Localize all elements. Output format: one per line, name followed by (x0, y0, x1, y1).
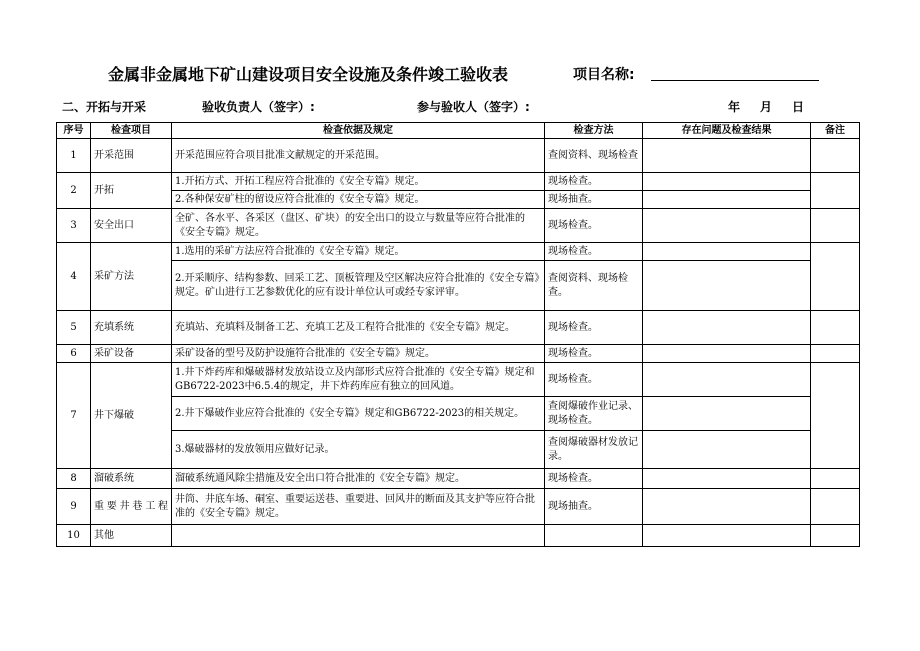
row-method: 现场检查。 (545, 173, 643, 191)
table-row (57, 139, 860, 173)
table-row (57, 525, 860, 547)
table-row (57, 489, 860, 525)
inspection-table (56, 122, 860, 547)
row-result[interactable] (643, 191, 811, 209)
row-no: 7 (57, 363, 91, 469)
table-row (57, 397, 860, 431)
row-basis: 1.选用的采矿方法应符合批准的《安全专篇》规定。 (172, 243, 545, 261)
row-no: 3 (57, 209, 91, 243)
row-no: 2 (57, 173, 91, 209)
row-result[interactable] (643, 363, 811, 397)
row-method: 现场检查。 (545, 469, 643, 489)
row-basis: 3.爆破器材的发放领用应做好记录。 (172, 431, 545, 469)
row-method: 现场抽查。 (545, 191, 643, 209)
row-no: 5 (57, 311, 91, 345)
row-remark[interactable] (811, 469, 860, 489)
row-remark[interactable] (811, 139, 860, 173)
row-result[interactable] (643, 173, 811, 191)
row-basis: 井筒、井底车场、硐室、重要运送巷、重要进、回风井的断面及其支护等应符合批准的《安全专篇》规定。 (172, 489, 545, 525)
table-row (57, 191, 860, 209)
row-item: 溜破系统 (91, 469, 172, 489)
row-method: 查阅爆破器材发放记录。 (545, 431, 643, 469)
row-no: 4 (57, 243, 91, 311)
row-basis: 采矿设备的型号及防护设施符合批准的《安全专篇》规定。 (172, 345, 545, 363)
row-item: 采矿方法 (91, 243, 172, 311)
header-result: 存在问题及检查结果 (643, 123, 811, 139)
accept-lead-label: 验收负责人（签字）: (202, 100, 315, 114)
row-item: 井下爆破 (91, 363, 172, 469)
row-remark[interactable] (811, 363, 860, 469)
row-remark[interactable] (811, 209, 860, 243)
row-method: 现场检查。 (545, 345, 643, 363)
row-basis: 溜破系统通风除尘措施及安全出口符合批准的《安全专篇》规定。 (172, 469, 545, 489)
row-method: 现场检查。 (545, 243, 643, 261)
row-result[interactable] (643, 243, 811, 261)
row-result[interactable] (643, 431, 811, 469)
participants-label: 参与验收人（签字）: (417, 100, 530, 114)
row-item: 充填系统 (91, 311, 172, 345)
row-no: 6 (57, 345, 91, 363)
table-row (57, 311, 860, 345)
row-remark[interactable] (811, 173, 860, 209)
section-title: 二、开拓与开采 (62, 100, 147, 114)
row-result[interactable] (643, 139, 811, 173)
table-row (57, 469, 860, 489)
table-header-row (57, 123, 860, 139)
row-remark[interactable] (811, 311, 860, 345)
row-remark[interactable] (811, 489, 860, 525)
row-method: 现场检查。 (545, 311, 643, 345)
row-method: 现场检查。 (545, 363, 643, 397)
project-name-label: 项目名称: (573, 67, 635, 83)
table-row (57, 363, 860, 397)
table-row (57, 431, 860, 469)
row-no: 9 (57, 489, 91, 525)
row-no: 10 (57, 525, 91, 547)
row-result[interactable] (643, 489, 811, 525)
row-basis: 1.井下炸药库和爆破器材发放站设立及内部形式应符合批准的《安全专篇》规定和GB6722-2023中6.5.4的规定，井下炸药库应有独立的回风道。 (172, 363, 545, 397)
row-no: 8 (57, 469, 91, 489)
row-result[interactable] (643, 525, 811, 547)
table-row (57, 209, 860, 243)
row-result[interactable] (643, 311, 811, 345)
table-row (57, 345, 860, 363)
row-basis: 2.开采顺序、结构参数、回采工艺、顶板管理及空区解决应符合批准的《安全专篇》规定。矿山进行工艺参数优化的应有设计单位认可或经专家评审。 (172, 261, 545, 311)
header-no: 序号 (57, 123, 91, 139)
row-method: 查阅资料、现场检查 (545, 139, 643, 173)
row-method: 查阅爆破作业记录、现场检查。 (545, 397, 643, 431)
row-result[interactable] (643, 345, 811, 363)
row-result[interactable] (643, 469, 811, 489)
row-item: 开采范围 (91, 139, 172, 173)
document-title: 金属非金属地下矿山建设项目安全设施及条件竣工验收表 (108, 65, 509, 84)
header-item: 检查项目 (91, 123, 172, 139)
row-basis[interactable] (172, 525, 545, 547)
table-row (57, 173, 860, 191)
row-method: 现场检查。 (545, 209, 643, 243)
header-basis: 检查依据及规定 (172, 123, 545, 139)
row-no: 1 (57, 139, 91, 173)
row-remark[interactable] (811, 243, 860, 311)
project-name-line (651, 80, 819, 81)
row-result[interactable] (643, 397, 811, 431)
row-basis: 开采范围应符合项目批准文献规定的开采范围。 (172, 139, 545, 173)
row-result[interactable] (643, 261, 811, 311)
row-remark[interactable] (811, 345, 860, 363)
row-basis: 1.开拓方式、开拓工程应符合批准的《安全专篇》规定。 (172, 173, 545, 191)
row-item: 重要井巷工程 (91, 489, 172, 525)
row-basis: 2.各种保安矿柱的留设应符合批准的《安全专篇》规定。 (172, 191, 545, 209)
row-method: 查阅资料、现场检查。 (545, 261, 643, 311)
row-basis: 全矿、各水平、各采区（盘区、矿块）的安全出口的设立与数量等应符合批准的《安全专篇》规定。 (172, 209, 545, 243)
row-method[interactable] (545, 525, 643, 547)
row-remark[interactable] (811, 525, 860, 547)
row-item: 安全出口 (91, 209, 172, 243)
date-label: 年 月 日 (728, 100, 809, 114)
header-method: 检查方法 (545, 123, 643, 139)
row-basis: 充填站、充填料及制备工艺、充填工艺及工程符合批准的《安全专篇》规定。 (172, 311, 545, 345)
header-remark: 备注 (811, 123, 860, 139)
row-item: 采矿设备 (91, 345, 172, 363)
row-method: 现场抽查。 (545, 489, 643, 525)
row-item: 其他 (91, 525, 172, 547)
table-row (57, 243, 860, 261)
table-row (57, 261, 860, 311)
row-result[interactable] (643, 209, 811, 243)
row-basis: 2.井下爆破作业应符合批准的《安全专篇》规定和GB6722-2023的相关规定。 (172, 397, 545, 431)
row-item: 开拓 (91, 173, 172, 209)
